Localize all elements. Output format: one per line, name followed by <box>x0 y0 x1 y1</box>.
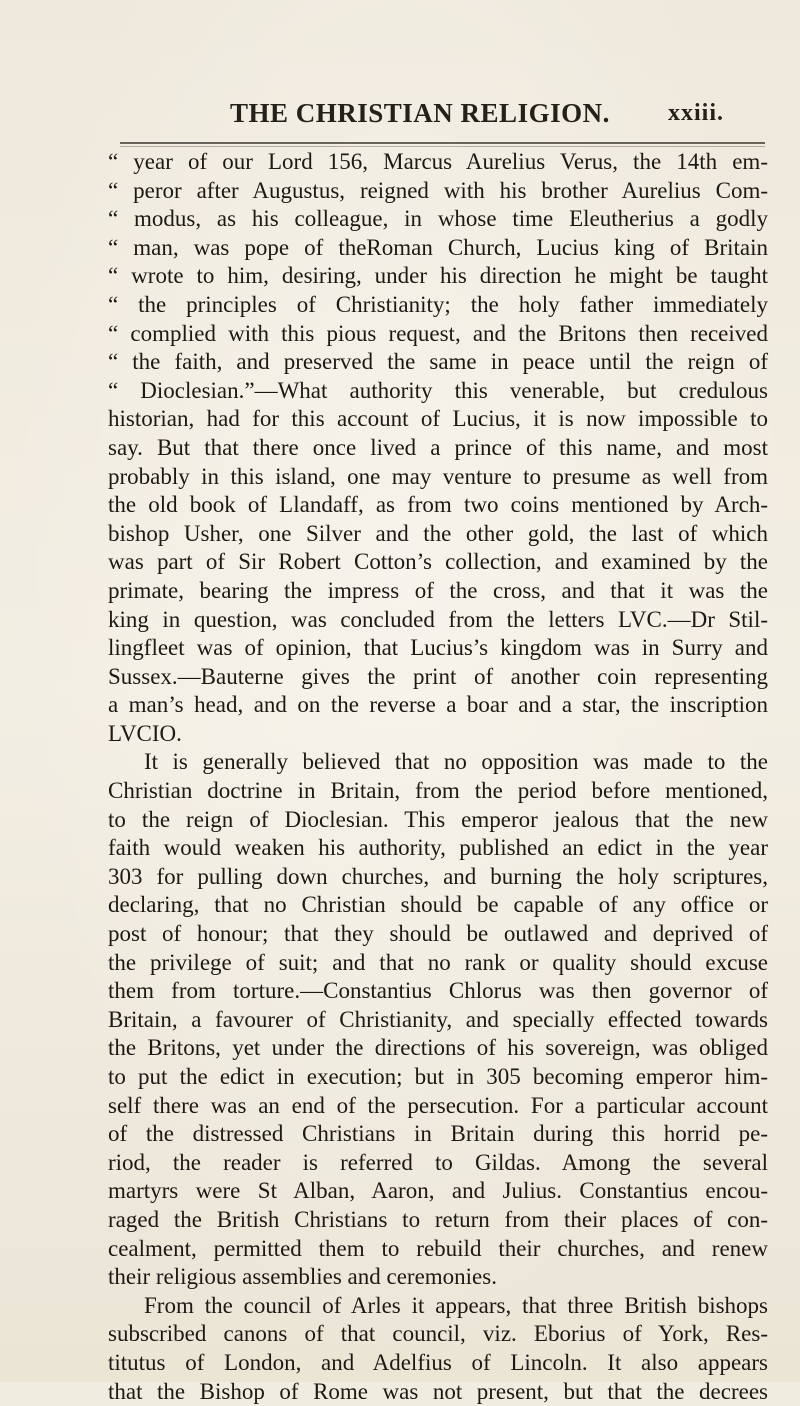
text-line: king in question, was concluded from the letters LVC.—Dr Stil- <box>108 606 768 632</box>
text-line: subscribed canons of that council, viz. Eborius of York, Res- <box>108 1321 768 1347</box>
text-line: “ wrote to him, desiring, under his direction he might be taught <box>108 263 768 289</box>
text-line: raged the British Christians to return from their places of con- <box>108 1206 768 1232</box>
text-line: post of honour; that they should be outlawed and deprived of <box>108 921 768 947</box>
text-line: From the council of Arles it appears, that three British bishops <box>144 1292 768 1318</box>
text-line: “ the principles of Christianity; the holy father immediately <box>108 291 768 317</box>
text-line: “ peror after Augustus, reigned with his brother Aurelius Com- <box>108 177 768 203</box>
text-line: bishop Usher, one Silver and the other gold, the last of which <box>108 520 768 546</box>
text-line: to put the edict in execution; but in 305 becoming emperor him- <box>108 1064 768 1089</box>
text-line: cealment, permitted them to rebuild their churches, and renew <box>108 1235 768 1261</box>
text-line: LVCIO. <box>108 720 182 746</box>
text-line: self there was an end of the persecution. For a particular account <box>108 1092 768 1118</box>
header-rule <box>120 142 765 144</box>
page-number: xxiii. <box>668 100 725 126</box>
text-line: “ complied with this pious request, and the Britons then received <box>108 320 768 346</box>
text-line: Britain, a favourer of Christianity, and specially effected towards <box>108 1006 768 1032</box>
text-line: probably in this island, one may venture to presume as well from <box>108 463 768 489</box>
text-line: the privilege of suit; and that no rank or quality should excuse <box>108 949 768 975</box>
text-line: “ man, was pope of theRoman Church, Lucius king of Britain <box>108 234 768 260</box>
text-line: martyrs were St Alban, Aaron, and Julius. Constantius encou- <box>108 1178 768 1204</box>
text-line: their religious assemblies and ceremonies. <box>108 1264 497 1290</box>
body-text <box>108 148 768 1406</box>
header-rule-thin <box>120 146 765 147</box>
text-line: historian, had for this account of Lucius, it is now impossible to <box>108 406 768 432</box>
text-line: faith would weaken his authority, published an edict in the year <box>108 835 768 861</box>
text-line: Sussex.—Bauterne gives the print of another coin representing <box>108 663 768 689</box>
text-line: to the reign of Dioclesian. This emperor jealous that the new <box>108 806 768 832</box>
text-line: a man’s head, and on the reverse a boar and a star, the inscription <box>108 692 768 718</box>
text-line: them from torture.—Constantius Chlorus was then governor of <box>108 978 768 1004</box>
text-line: that the Bishop of Rome was not present, but that the decrees <box>108 1378 768 1404</box>
text-line: lingfleet was of opinion, that Lucius’s kingdom was in Surry and <box>108 635 768 661</box>
text-line: the Britons, yet under the directions of his sovereign, was obliged <box>108 1035 768 1061</box>
text-line: of the distressed Christians in Britain during this horrid pe- <box>108 1121 768 1147</box>
running-header <box>0 98 800 138</box>
text-line: was part of Sir Robert Cotton’s collection, and examined by the <box>108 549 768 575</box>
running-title: THE CHRISTIAN RELIGION. <box>230 98 610 128</box>
text-line: Christian doctrine in Britain, from the period before mentioned, <box>108 778 768 804</box>
text-line: It is generally believed that no opposition was made to the <box>144 749 768 775</box>
text-line: “ modus, as his colleague, in whose time Eleutherius a godly <box>108 206 768 232</box>
text-line: the old book of Llandaff, as from two coins mentioned by Arch- <box>108 492 768 518</box>
text-line: “ the faith, and preserved the same in peace until the reign of <box>108 349 768 375</box>
text-line: declaring, that no Christian should be capable of any office or <box>108 892 768 918</box>
text-line: 303 for pulling down churches, and burning the holy scriptures, <box>108 863 768 889</box>
text-line: say. But that there once lived a prince of this name, and most <box>108 434 768 460</box>
text-line: “ year of our Lord 156, Marcus Aurelius Verus, the 14th em- <box>108 149 768 174</box>
text-line: primate, bearing the impress of the cross, and that it was the <box>108 577 768 603</box>
text-line: “ Dioclesian.”—What authority this venerable, but credulous <box>108 377 768 403</box>
text-line: titutus of London, and Adelfius of Lincoln. It also appears <box>108 1349 768 1375</box>
text-line: riod, the reader is referred to Gildas. Among the several <box>108 1149 768 1175</box>
